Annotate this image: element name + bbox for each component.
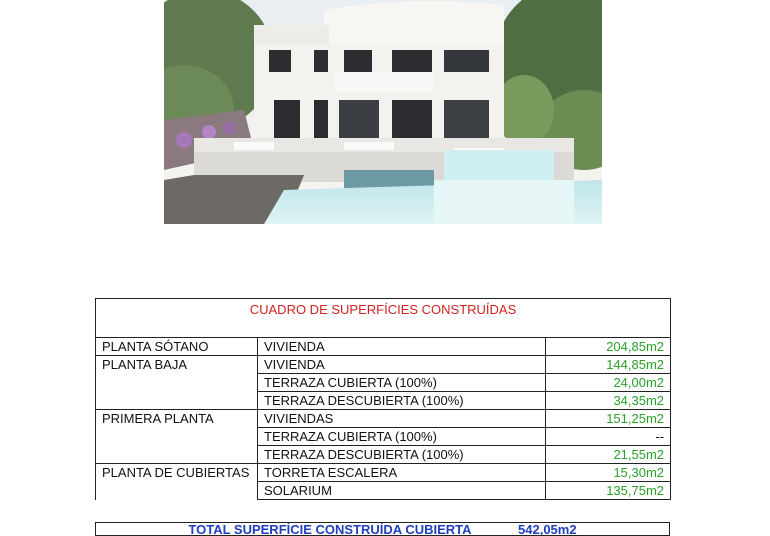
surface-value-cell: 135,75m2	[546, 482, 671, 500]
plant-level-cell	[96, 392, 258, 410]
surface-value-cell: 24,00m2	[546, 374, 671, 392]
surface-value-cell: 21,55m2	[546, 446, 671, 464]
plant-level-cell	[96, 482, 258, 500]
plant-level-cell: PLANTA SÓTANO	[96, 338, 258, 356]
surface-table	[95, 298, 671, 500]
plant-level-cell: PLANTA BAJA	[96, 356, 258, 374]
plant-level-cell: PLANTA DE CUBIERTAS	[96, 464, 258, 482]
surface-value-cell: 15,30m2	[546, 464, 671, 482]
item-cell: VIVIENDA	[258, 338, 546, 356]
table-row	[96, 410, 671, 428]
plant-level-cell	[96, 374, 258, 392]
surface-value-cell: --	[546, 428, 671, 446]
surface-value-cell: 34,35m2	[546, 392, 671, 410]
plant-level-cell	[96, 446, 258, 464]
plant-level-cell	[96, 428, 258, 446]
item-cell: TERRAZA DESCUBIERTA (100%)	[258, 446, 546, 464]
table-title-row	[96, 299, 671, 338]
table-row	[96, 338, 671, 356]
table-row	[96, 428, 671, 446]
plant-level-cell: PRIMERA PLANTA	[96, 410, 258, 428]
table-row	[96, 446, 671, 464]
table-row	[96, 392, 671, 410]
table-row	[96, 374, 671, 392]
total-value: 542,05m2	[518, 522, 577, 536]
villa-rendering	[164, 0, 602, 224]
surface-value-cell: 151,25m2	[546, 410, 671, 428]
item-cell: TORRETA ESCALERA	[258, 464, 546, 482]
surface-value-cell: 144,85m2	[546, 356, 671, 374]
item-cell: VIVIENDAS	[258, 410, 546, 428]
table-row	[96, 356, 671, 374]
item-cell: TERRAZA CUBIERTA (100%)	[258, 428, 546, 446]
item-cell: VIVIENDA	[258, 356, 546, 374]
item-cell: TERRAZA DESCUBIERTA (100%)	[258, 392, 546, 410]
total-label: TOTAL SUPERFÍCIE CONSTRUÍDA CUBIERTA	[188, 522, 472, 536]
table-row	[96, 464, 671, 482]
item-cell: TERRAZA CUBIERTA (100%)	[258, 374, 546, 392]
table-title: CUADRO DE SUPERFÍCIES CONSTRUÍDAS	[96, 299, 671, 338]
surface-value-cell: 204,85m2	[546, 338, 671, 356]
total-surface-row	[95, 522, 670, 536]
item-cell: SOLARIUM	[258, 482, 546, 500]
table-row	[96, 482, 671, 500]
